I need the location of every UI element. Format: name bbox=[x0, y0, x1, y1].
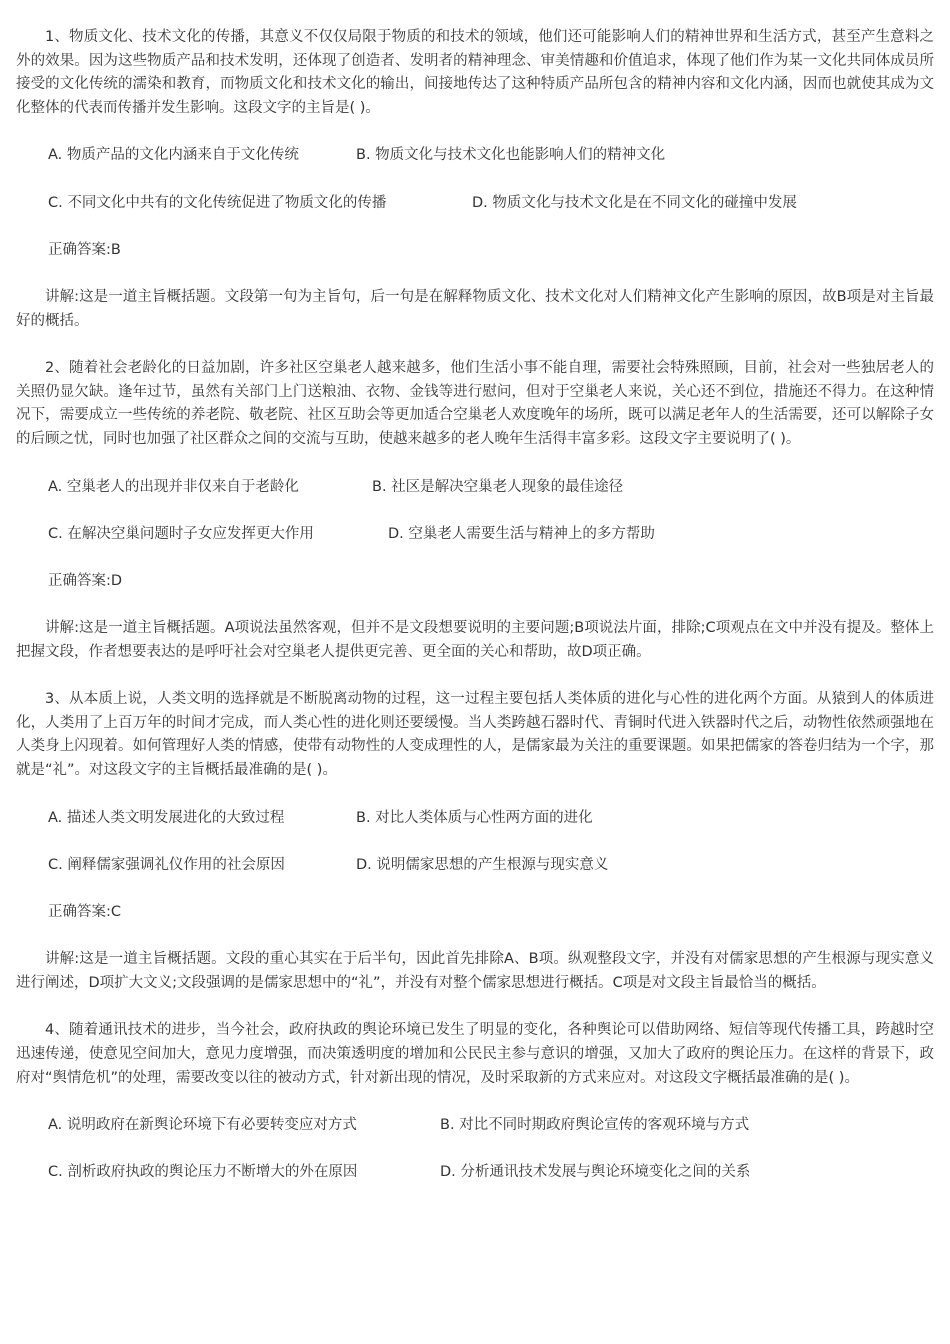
question-1-stem: 1、物质文化、技术文化的传播，其意义不仅仅局限于物质的和技术的领域，他们还可能影响人们的精神世界和生活方式，甚至产生意料之外的效果。因为这些物质产品和技术发明，还体现了创造者、发明者的精神理念、审美情趣和价值追求，体现了他们作为某一文化共同体成员所接受的文化传统的濡染和教育，而物质文化和技术文化的输出，间接地传达了这种特质产品所包含的精神内容和文化内涵，因而也就使其成为文化整体的代表而传播并发生影响。这段文字的主旨是( )。 bbox=[16, 29, 934, 116]
question-4-option-d: D. 分析通讯技术发展与舆论环境变化之间的关系 bbox=[440, 1164, 751, 1181]
question-2-option-a: A. 空巢老人的出现并非仅来自于老龄化 bbox=[48, 478, 299, 495]
question-3-option-c: C. 阐释儒家强调礼仪作用的社会原因 bbox=[48, 856, 285, 873]
question-2-option-b: B. 社区是解决空巢老人现象的最佳途径 bbox=[372, 478, 624, 495]
question-2-answer: 正确答案:D bbox=[48, 572, 123, 589]
question-4-options-row-2 bbox=[16, 1161, 934, 1185]
question-4-stem: 4、随着通讯技术的进步，当今社会，政府执政的舆论环境已发生了明显的变化，各种舆论可以借助网络、短信等现代传播工具，跨越时空迅速传递，使意见空间加大，意见力度增强，而决策透明度的增加和公民民主参与意识的增强，又加大了政府的舆论压力。在这样的背景下，政府对“舆情危机”的处理，需要改变以往的被动方式，针对新出现的情况，及时采取新的方式来应对。对这段文字概括最准确的是( )。 bbox=[16, 1022, 934, 1086]
question-2-options-row-2 bbox=[16, 523, 934, 547]
question-3-option-a: A. 描述人类文明发展进化的大致过程 bbox=[48, 809, 285, 826]
question-3-explanation: 讲解:这是一道主旨概括题。文段的重心其实在于后半句，因此首先排除A、B项。纵观整段文字，并没有对儒家思想的产生根源与现实意义进行阐述，D项扩大文义;文段强调的是儒家思想中的“礼”，并没有对整个儒家思想进行概括。C项是对文段主旨最恰当的概括。 bbox=[16, 951, 934, 991]
question-1-options-row-2 bbox=[16, 192, 934, 216]
question-1-explanation: 讲解:这是一道主旨概括题。文段第一句为主旨句，后一句是在解释物质文化、技术文化对人们精神文化产生影响的原因，故B项是对主旨最好的概括。 bbox=[16, 288, 934, 329]
question-1-answer: 正确答案:B bbox=[48, 241, 121, 258]
question-1-options-row-1 bbox=[16, 144, 934, 168]
question-1-option-c: C. 不同文化中共有的文化传统促进了物质文化的传播 bbox=[48, 194, 387, 211]
question-3-options-row-2 bbox=[16, 854, 934, 878]
question-3-options-row-1 bbox=[16, 807, 934, 831]
question-2-stem: 2、随着社会老龄化的日益加剧，许多社区空巢老人越来越多，他们生活小事不能自理，需要社会特殊照顾，目前，社会对一些独居老人的关照仍显欠缺。逢年过节，虽然有关部门上门送粮油、衣物、金钱等进行慰问，但对于空巢老人来说，关心还不到位，措施还不得力。在这种情况下，需要成立一些传统的养老院、敬老院、社区互助会等更加适合空巢老人欢度晚年的场所，既可以满足老年人的生活需要，还可以解除子女的后顾之忧，同时也加强了社区群众之间的交流与互助，使越来越多的老人晚年生活得丰富多彩。这段文字主要说明了( )。 bbox=[16, 360, 934, 447]
question-2-explanation: 讲解:这是一道主旨概括题。A项说法虽然客观，但并不是文段想要说明的主要问题;B项说法片面，排除;C项观点在文中并没有提及。整体上把握文段，作者想要表达的是呼吁社会对空巢老人提供更完善、更全面的关心和帮助，故D项正确。 bbox=[16, 620, 934, 660]
question-2-option-d: D. 空巢老人需要生活与精神上的多方帮助 bbox=[388, 525, 655, 542]
question-3-option-d: D. 说明儒家思想的产生根源与现实意义 bbox=[356, 856, 609, 873]
question-4-option-b: B. 对比不同时期政府舆论宣传的客观环境与方式 bbox=[440, 1117, 750, 1134]
question-1-option-b: B. 物质文化与技术文化也能影响人们的精神文化 bbox=[356, 147, 666, 164]
question-3-answer: 正确答案:C bbox=[48, 904, 122, 920]
question-4-options-row-1 bbox=[16, 1114, 934, 1138]
question-3-option-b: B. 对比人类体质与心性两方面的进化 bbox=[356, 809, 593, 826]
question-2-option-c: C. 在解决空巢问题时子女应发挥更大作用 bbox=[48, 525, 314, 542]
question-2-options-row-1 bbox=[16, 476, 934, 500]
question-1-option-d: D. 物质文化与技术文化是在不同文化的碰撞中发展 bbox=[472, 194, 797, 211]
question-3-stem: 3、从本质上说，人类文明的选择就是不断脱离动物的过程，这一过程主要包括人类体质的进化与心性的进化两个方面。从猿到人的体质进化，人类用了上百万年的时间才完成，而人类心性的进化则还要缓慢。当人类跨越石器时代、青铜时代进入铁器时代之后，动物性依然顽强地在人类身上闪现着。如何管理好人类的情感，使带有动物性的人变成理性的人，是儒家最为关注的重要课题。如果把儒家的答卷归结为一个字，那就是“礼”。对这段文字的主旨概括最准确的是( )。 bbox=[16, 691, 934, 779]
question-1-option-a: A. 物质产品的文化内涵来自于文化传统 bbox=[48, 147, 299, 164]
question-4-option-c: C. 剖析政府执政的舆论压力不断增大的外在原因 bbox=[48, 1164, 358, 1181]
question-4-option-a: A. 说明政府在新舆论环境下有必要转变应对方式 bbox=[48, 1117, 357, 1134]
